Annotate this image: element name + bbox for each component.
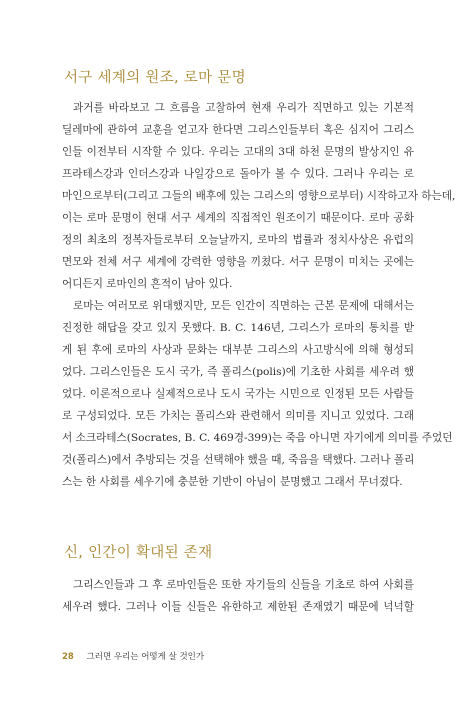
page-footer [62, 650, 204, 662]
text-line: 인들 이전부터 시작할 수 있다. 우리는 고대의 3대 하천 문명의 발상지인 유 [62, 146, 414, 158]
text-line: 었다. 그리스인들은 도시 국가, 즉 폴리스(polis)에 기초한 사회를 세우려 했 [62, 366, 414, 378]
section-heading-gods: 신, 인간이 확대된 존재 [64, 545, 213, 561]
running-title: 그러면 우리는 어떻게 살 것인가 [86, 652, 205, 662]
text-line: 마인으로부터(그리고 그들의 배후에 있는 그리스의 영향으로부터) 시작하고자 하는데, [62, 190, 456, 202]
page-number: 28 [62, 652, 74, 662]
text-line: 것(폴리스)에서 추방되는 것을 선택해야 했을 때, 죽음을 택했다. 그러나 폴리 [62, 454, 415, 466]
text-line: 이는 로마 문명이 현대 서구 세계의 직접적인 원조이기 때문이다. 로마 공화 [62, 212, 414, 224]
text-line: 었다. 이론적으로나 실제적으로나 도시 국가는 시민으로 인정된 모든 사람들 [62, 388, 414, 400]
text-line: 그리스인들과 그 후 로마인들은 또한 자기들의 신들을 기초로 하여 사회를 [73, 579, 414, 591]
paragraph-3 [62, 574, 414, 618]
text-line: 세우려 했다. 그러나 이들 신들은 유한하고 제한된 존재였기 때문에 넉넉할 [62, 601, 414, 613]
text-line: 스는 한 사회를 세우기에 충분한 기반이 아님이 분명했고 그래서 무너졌다. [62, 476, 403, 488]
text-line: 서 소크라테스(Socrates, B. C. 469경-399)는 죽음 아니면 자기에게 의미를 주었던 [62, 432, 453, 444]
text-line: 면모와 전체 서구 세계에 강력한 영향을 끼쳤다. 서구 문명이 미치는 곳에는 [62, 256, 414, 268]
paragraph-2 [62, 295, 453, 493]
section-heading-roman-civilization: 서구 세계의 원조, 로마 문명 [64, 70, 246, 86]
text-line: 로마는 여러모로 위대했지만, 모든 인간이 직면하는 근본 문제에 대해서는 [73, 300, 414, 312]
text-line: 어디든지 로마인의 흔적이 남아 있다. [62, 278, 233, 290]
paragraph-1 [62, 97, 456, 295]
text-line: 딜레마에 관하여 교훈을 얻고자 한다면 그리스인들부터 혹은 심지어 그리스 [62, 124, 414, 136]
text-line: 게 된 후에 로마의 사상과 문화는 대부분 그리스의 사고방식에 의해 형성되 [62, 344, 414, 356]
text-line: 진정한 해답을 갖고 있지 못했다. B. C. 146년, 그리스가 로마의 통치를 받 [62, 322, 414, 334]
text-line: 과거를 바라보고 그 흐름을 고찰하여 현재 우리가 직면하고 있는 기본적 [73, 102, 414, 114]
text-line: 프라테스강과 인더스강과 나일강으로 돌아가 볼 수 있다. 그러나 우리는 로 [62, 168, 414, 180]
text-line: 정의 최초의 정복자들로부터 오늘날까지, 로마의 법률과 정치사상은 유럽의 [62, 234, 414, 246]
text-line: 로 구성되었다. 모든 가치는 폴리스와 관련해서 의미를 지니고 있었다. 그래 [62, 410, 414, 422]
